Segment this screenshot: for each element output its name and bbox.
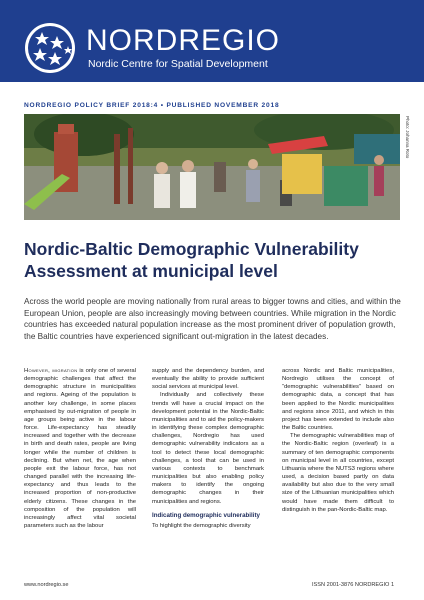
brand-name: NORDREGIO bbox=[86, 24, 281, 57]
column-2-paragraph-2: Individually and collectively these trends will have a crucial impact on the development potential in the Nordic-Baltic municipalities and to aid the policy-makers in identifying these complex demographic challenges, Nordregio has used demographic vulnerability indicators as a tool to detect these local demographic challenges, a tool that can be used in various contexts to benchmark municipalities but also enabling policy makers to identify the ongoing demographic changes in their municipalities and regions. bbox=[152, 392, 264, 505]
brand-subtitle: Nordic Centre for Spatial Development bbox=[88, 58, 268, 70]
page-title: Nordic-Baltic Demographic Vulnerability Assessment at municipal level bbox=[24, 239, 359, 281]
footer-issn-page: ISSN 2001-3876 NORDREGIO 1 bbox=[312, 582, 395, 588]
text-column-3 bbox=[282, 367, 394, 514]
column-1-text: is only one of several demographic challenges that affect the demographic structure in municipalities and regions. Ageing of the population is another key challenge, in some places emphasised by out-migration of people in age groups being active in the labour force. Life-expectancy has steadily increased and together with the decrease in birth and death rates, people are living longer while the number of children is declining. But when net, the age when people exit the labour force, has not changed parallel with the increasing life-expectancy and thus leads to the increased proportion of non-productive elderly citizens. These changes in the composition of the population will increasingly affect vital societal parameters such as the labour bbox=[24, 368, 136, 529]
nordregio-logo-icon bbox=[24, 22, 76, 74]
column-2-paragraph-1: supply and the dependency burden, and eventually the ability to provide sufficient social services at municipal level. bbox=[152, 368, 264, 391]
column-2-paragraph-3: To highlight the demographic diversity bbox=[152, 522, 251, 529]
cover-photo bbox=[24, 114, 400, 220]
footer-website[interactable]: www.nordregio.se bbox=[24, 582, 69, 588]
text-column-1 bbox=[24, 367, 136, 530]
opening-words: However, migration bbox=[24, 368, 78, 374]
text-column-2 bbox=[152, 367, 264, 530]
publication-meta: NORDREGIO POLICY BRIEF 2018:4 • PUBLISHED NOVEMBER 2018 bbox=[24, 102, 280, 109]
header-banner bbox=[0, 0, 424, 82]
column-1-paragraph bbox=[24, 367, 136, 530]
section-subheading: Indicating demographic vulnerability bbox=[152, 511, 260, 519]
column-3-paragraph-1: across Nordic and Baltic municipalities, Nordregio utilises the concept of “demographic vulnerabilities” based on demographic data, a concept that has been applied to the Nordic municipalities and regions since 2011, and which in this project has been extended to include also the Baltic countries. bbox=[282, 368, 394, 432]
lead-paragraph: Across the world people are moving nationally from rural areas to bigger towns and cities, and within the European Union, people are also increasingly moving between countries. While migration in the Nordic countries has exceeded natural population increase as the most prominent driver of population growth, the Baltic countries have experienced significant out-migration in the latest decades. bbox=[24, 297, 401, 341]
photo-credit: Photo: Johanna Roto bbox=[405, 116, 410, 159]
column-3-paragraph-2: The demographic vulnerabilities map of the Nordic-Baltic region (overleaf) is a summary of ten demographic components on municipal level in all countries, except Lithuania where the NUTS3 regions where used, a decision based partly on data availability but also due to the very small size of the Lithuanian municipalities which would have made them difficult to distinguish in the pan-Nordic-Baltic map. bbox=[282, 433, 394, 513]
